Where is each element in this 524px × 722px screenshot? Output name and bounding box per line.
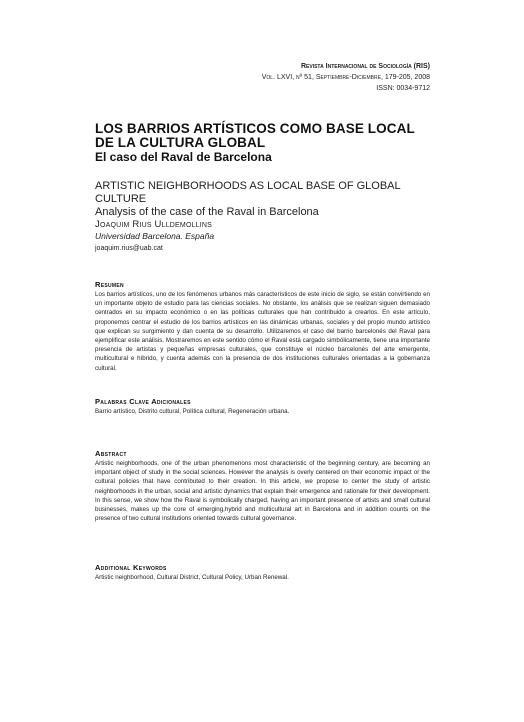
paper-subtitle-es: El caso del Raval de Barcelona (95, 150, 272, 164)
author-block (95, 219, 435, 256)
keywords-section (95, 563, 430, 582)
abstract-section (95, 449, 430, 523)
palabras-clave-text: Barrio artístico, Distrito cultural, Política cultural, Regeneración urbana. (95, 408, 290, 415)
abstract-text: Artistic neighborhoods, one of the urban phenomenons most characteristic of the beginning century, are becoming an important object of study in the social sciences. However the analysis is overly centered on their economic impact or the cultural policies that have contributed to their creation. In this article, we propose to center the study of artistic neighborhoods in the urban, social and artistic dynamics that explain their emergence and rationale for their development. In this sense, we show how the Raval is symbolically charged, having an important presence of artists and small cultural businesses, makes up the core of emerging,hybrid and multicultural art in Barcelona and in addition counts on the presence of two cultural institutions oriented towards cultural governance. (95, 460, 430, 523)
journal-header (262, 61, 430, 94)
palabras-clave-heading: Palabras Clave Adicionales (95, 397, 191, 406)
keywords-text: Artistic neighborhood, Cultural District, Cultural Policy, Urban Renewal. (95, 574, 289, 581)
journal-name: Revista Internacional de Sociología (RIS) (300, 63, 430, 70)
paper-subtitle-en: Analysis of the case of the Raval in Barcelona (95, 206, 319, 218)
author-affiliation: Universidad Barcelona. España (95, 231, 215, 241)
abstract-heading: Abstract (95, 449, 127, 458)
author-name: Joaquim Rius Ulldemollins (95, 219, 213, 230)
issn: ISSN: 0034-9712 (376, 85, 430, 92)
paper-title-es: LOS BARRIOS ARTÍSTICOS COMO BASE LOCAL DE LA CULTURA GLOBAL (95, 121, 415, 150)
volume-line: Vol. LXVI, nº 51, Septiembre-Diciembre, 179-205, 2008 (261, 74, 430, 81)
palabras-clave-section (95, 397, 430, 416)
keywords-heading: Additional Keywords (95, 563, 167, 572)
spanish-title-block (95, 122, 435, 164)
resumen-heading: Resumen (95, 280, 124, 289)
resumen-text: Los barrios artísticos, uno de los fenómenos urbanos más característicos de este inicio de siglo, se están convirtiendo en un importante objeto de estudio para las ciencias sociales. No obstante, los análisis que se realizan siguen demasiado centrados en su impacto económico o en las políticas culturales que han contribuido a crearlos. En este artículo, proponemos centrar el estudio de los barrios artísticos en las dinámicas urbanas, sociales y del propio mundo artístico que explican su surgimiento y dan cuenta de su desarrollo. Utilizaremos el caso del barrio barcelonés del Raval para ejemplificar este análisis. Mostraremos en este sentido cómo el Raval está cargado simbólicamente, tiene una importante presencia de artistas y pequeñas empresas culturales, que constituye el núcleo barcelonés del arte emergente, multicultural e híbrido, y cuenta además con la presencia de dos instituciones culturales orientadas a la gobernanza cultural. (95, 291, 430, 372)
author-email: joaquim.rius@uab.cat (95, 245, 163, 252)
paper-title-en: ARTISTIC NEIGHBORHOODS AS LOCAL BASE OF GLOBAL CULTURE (95, 180, 401, 205)
english-title-block (95, 180, 435, 219)
resumen-section (95, 280, 430, 373)
